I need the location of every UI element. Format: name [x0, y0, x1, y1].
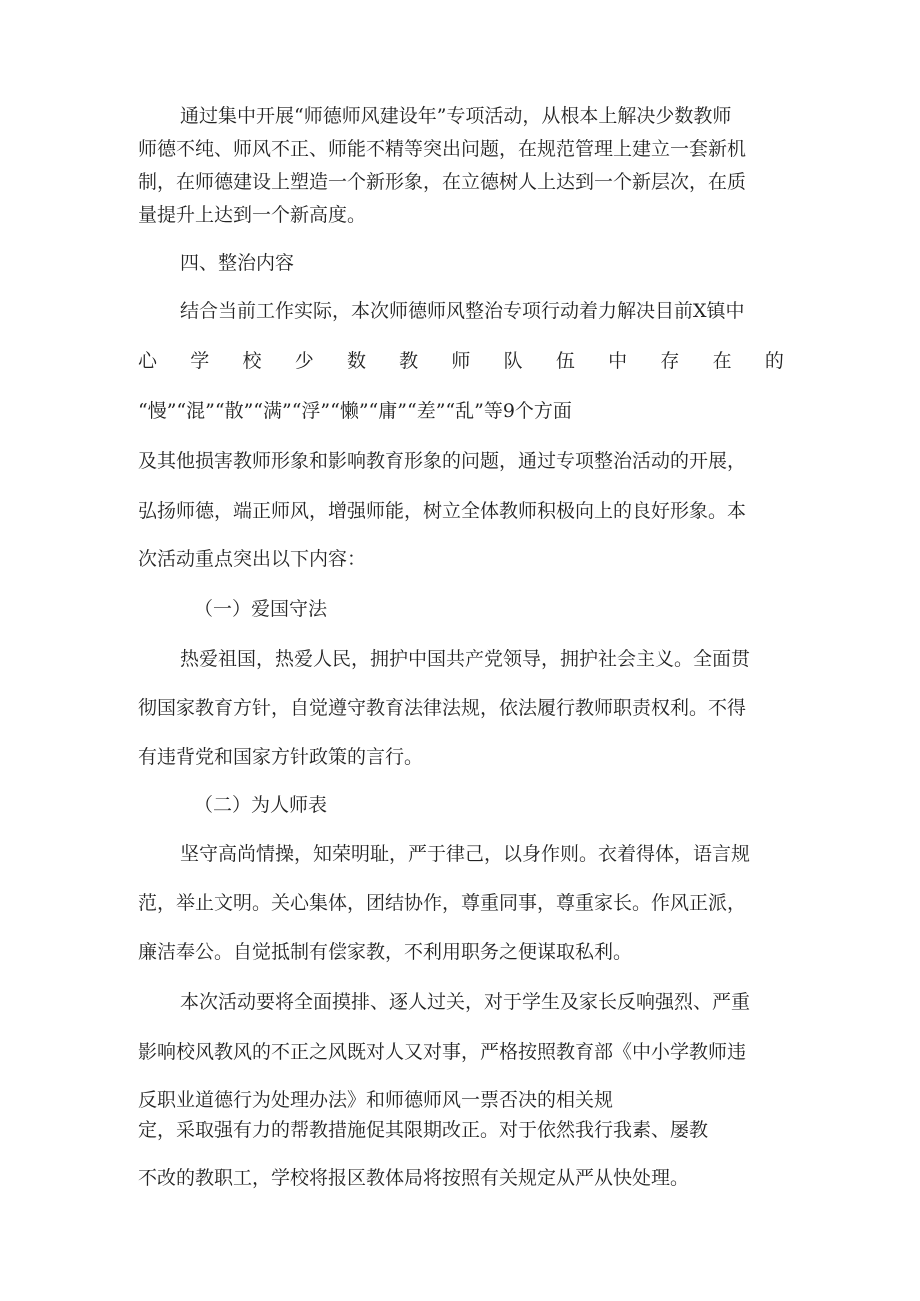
- spread-char: 心: [138, 350, 158, 372]
- paragraph-line: 有违背党和国家方针政策的言行。: [138, 746, 424, 768]
- spread-char: 队: [503, 350, 523, 372]
- paragraph-line: 通过集中开展“师德师风建设年”专项活动，从根本上解决少数教师: [180, 105, 732, 127]
- paragraph-line: 次活动重点突出以下内容：: [138, 548, 367, 570]
- section-heading: 四、整治内容: [180, 252, 295, 274]
- paragraph-line: 制，在师德建设上塑造一个新形象，在立德树人上达到一个新层次，在质: [138, 171, 747, 193]
- paragraph-line: 本次活动要将全面摸排、逐人过关，对于学生及家长反响强烈、严重: [180, 991, 751, 1013]
- spread-line: [138, 349, 784, 373]
- subsection-heading: （一）爱国守法: [194, 598, 328, 620]
- paragraph-line: 热爱祖国，热爱人民，拥护中国共产党领导，拥护社会主义。全面贯: [180, 648, 751, 670]
- paragraph-line: 弘扬师德，端正师风，增强师能，树立全体教师积极向上的良好形象。本: [138, 500, 747, 522]
- spread-char: 校: [242, 350, 262, 372]
- spread-char: 师: [451, 350, 471, 372]
- paragraph-line: 定，采取强有力的帮教措施促其限期改正。对于依然我行我素、屡教: [138, 1119, 709, 1141]
- paragraph-line: 不改的教职工，学校将报区教体局将按照有关规定从严从快处理。: [138, 1167, 690, 1189]
- paragraph-line: 反职业道德行为处理办法》和师德师风一票否决的相关规: [138, 1089, 614, 1111]
- subsection-heading: （二）为人师表: [194, 794, 328, 816]
- spread-char: 数: [346, 350, 366, 372]
- paragraph-line: 量提升上达到一个新高度。: [138, 204, 367, 226]
- paragraph-line: “慢”“混”“散”“满”“浮”“懒”“庸”“差”“乱”等9个方面: [138, 400, 572, 422]
- spread-char: 教: [399, 350, 419, 372]
- paragraph-line: 范，举止文明。关心集体，团结协作，尊重同事，尊重家长。作风正派，: [138, 892, 747, 914]
- spread-char: 中: [608, 350, 628, 372]
- spread-char: 在: [712, 350, 732, 372]
- paragraph-line: 师德不纯、师风不正、师能不精等突出问题，在规范管理上建立一套新机: [138, 138, 747, 160]
- spread-char: 伍: [555, 350, 575, 372]
- paragraph-line: 影响校风教风的不正之风既对人又对事，严格按照教育部《中小学教师违: [138, 1041, 747, 1063]
- paragraph-line: 及其他损害教师形象和影响教育形象的问题，通过专项整治活动的开展，: [138, 450, 747, 472]
- spread-char: 存: [660, 350, 680, 372]
- paragraph-line: 坚守高尚情操，知荣明耻，严于律己，以身作则。衣着得体，语言规: [180, 843, 751, 865]
- spread-char: 少: [294, 350, 314, 372]
- paragraph-line: 廉洁奉公。自觉抵制有偿家教，不利用职务之便谋取私利。: [138, 941, 633, 963]
- paragraph-line: 彻国家教育方针，自觉遵守教育法律法规，依法履行教师职责权利。不得: [138, 697, 747, 719]
- paragraph-line: 结合当前工作实际，本次师德师风整治专项行动着力解决目前X镇中: [180, 300, 745, 322]
- spread-char: 学: [190, 350, 210, 372]
- spread-char: 的: [764, 350, 784, 372]
